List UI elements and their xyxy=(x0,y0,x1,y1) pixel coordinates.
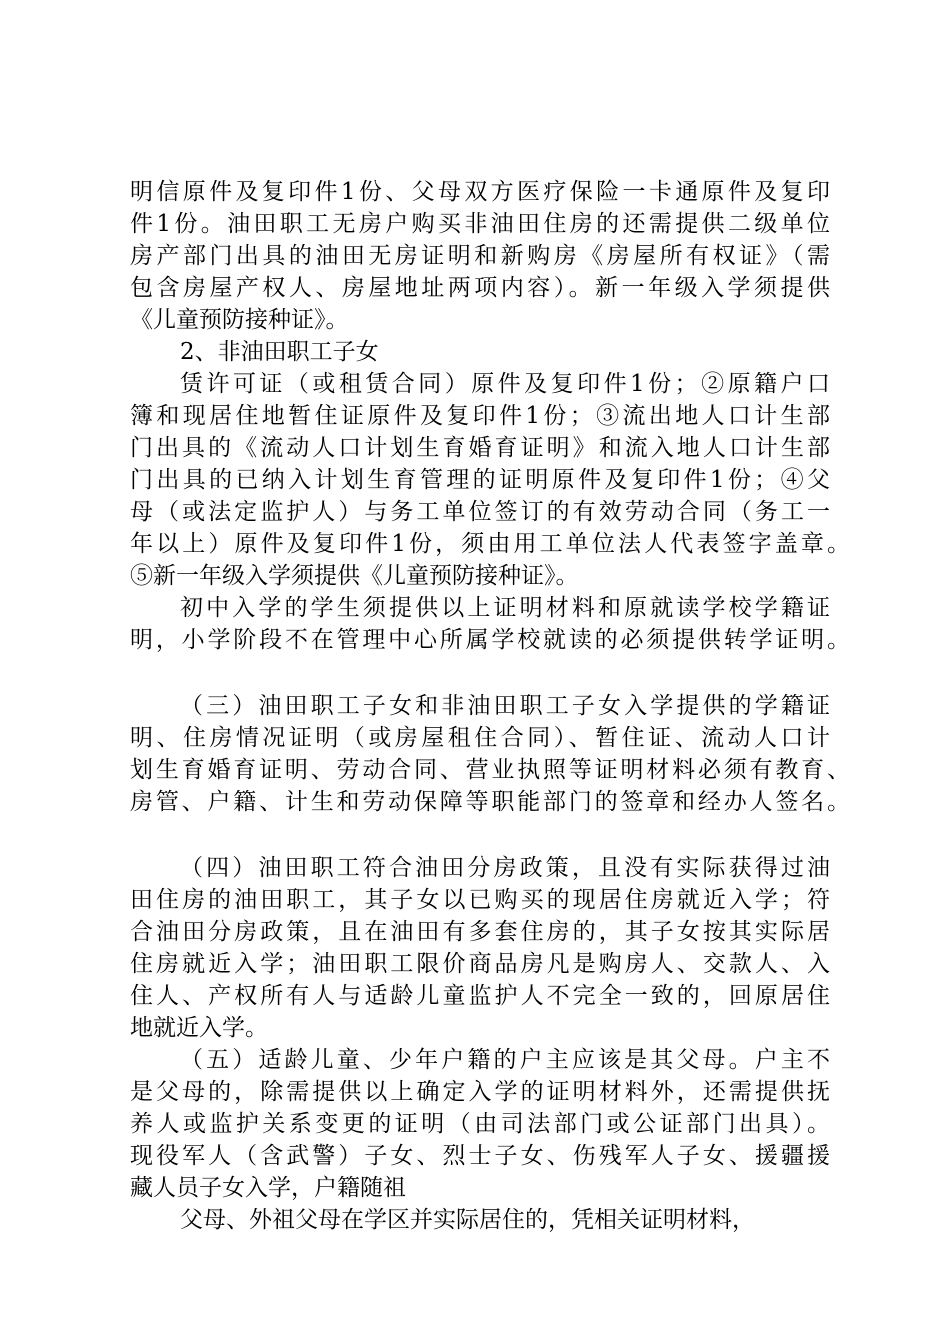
body-line: 门出具的已纳入计划生育管理的证明原件及复印件1份；④父 xyxy=(130,467,830,493)
body-line: 地就近入学。 xyxy=(130,1015,268,1041)
body-line: 房产部门出具的油田无房证明和新购房《房屋所有权证》（需 xyxy=(130,243,830,269)
body-line: 母（或法定监护人）与务工单位签订的有效劳动合同（务工一 xyxy=(130,499,830,525)
body-line: 件1份。油田职工无房户购买非油田住房的还需提供二级单位 xyxy=(130,211,830,237)
body-line: 明，小学阶段不在管理中心所属学校就读的必须提供转学证明。 xyxy=(130,627,850,653)
body-line: 藏人员子女入学，户籍随祖 xyxy=(130,1175,406,1201)
body-line: （五）适龄儿童、少年户籍的户主应该是其父母。户主不 xyxy=(180,1047,830,1073)
body-line: 父母、外祖父母在学区并实际居住的，凭相关证明材料， xyxy=(180,1207,755,1233)
body-line: 包含房屋产权人、房屋地址两项内容）。新一年级入学须提供 xyxy=(130,275,830,301)
body-line: 划生育婚育证明、劳动合同、营业执照等证明材料必须有教育、 xyxy=(130,757,850,783)
body-line: 明信原件及复印件1份、父母双方医疗保险一卡通原件及复印 xyxy=(130,179,830,205)
body-line: 初中入学的学生须提供以上证明材料和原就读学校学籍证 xyxy=(180,595,830,621)
body-line: ⑤新一年级入学须提供《儿童预防接种证》。 xyxy=(130,563,579,589)
body-line: 是父母的，除需提供以上确定入学的证明材料外，还需提供抚 xyxy=(130,1079,830,1105)
body-line: 现役军人（含武警）子女、烈士子女、伤残军人子女、援疆援 xyxy=(130,1143,830,1169)
body-line: 房管、户籍、计生和劳动保障等职能部门的签章和经办人签名。 xyxy=(130,789,850,815)
body-line: 田住房的油田职工，其子女以已购买的现居住房就近入学；符 xyxy=(130,887,830,913)
body-line: 《儿童预防接种证》。 xyxy=(130,307,349,333)
body-line: 年以上）原件及复印件1份，须由用工单位法人代表签字盖章。 xyxy=(130,531,850,557)
subsection-heading: 2、非油田职工子女 xyxy=(180,339,379,365)
body-line: （三）油田职工子女和非油田职工子女入学提供的学籍证 xyxy=(180,693,830,719)
body-line: 合油田分房政策，且在油田有多套住房的，其子女按其实际居 xyxy=(130,919,830,945)
body-line: （四）油田职工符合油田分房政策，且没有实际获得过油 xyxy=(180,855,830,881)
body-line: 住人、产权所有人与适龄儿童监护人不完全一致的，回原居住 xyxy=(130,983,830,1009)
body-line: 簿和现居住地暂住证原件及复印件1份；③流出地人口计生部 xyxy=(130,403,830,429)
body-line: 门出具的《流动人口计划生育婚育证明》和流入地人口计生部 xyxy=(130,435,830,461)
body-line: 住房就近入学；油田职工限价商品房凡是购房人、交款人、入 xyxy=(130,951,830,977)
body-line: 明、住房情况证明（或房屋租住合同）、暂住证、流动人口计 xyxy=(130,725,830,751)
body-line: 养人或监护关系变更的证明（由司法部门或公证部门出具）。 xyxy=(130,1111,830,1137)
body-line: 赁许可证（或租赁合同）原件及复印件1份；②原籍户口 xyxy=(180,371,830,397)
